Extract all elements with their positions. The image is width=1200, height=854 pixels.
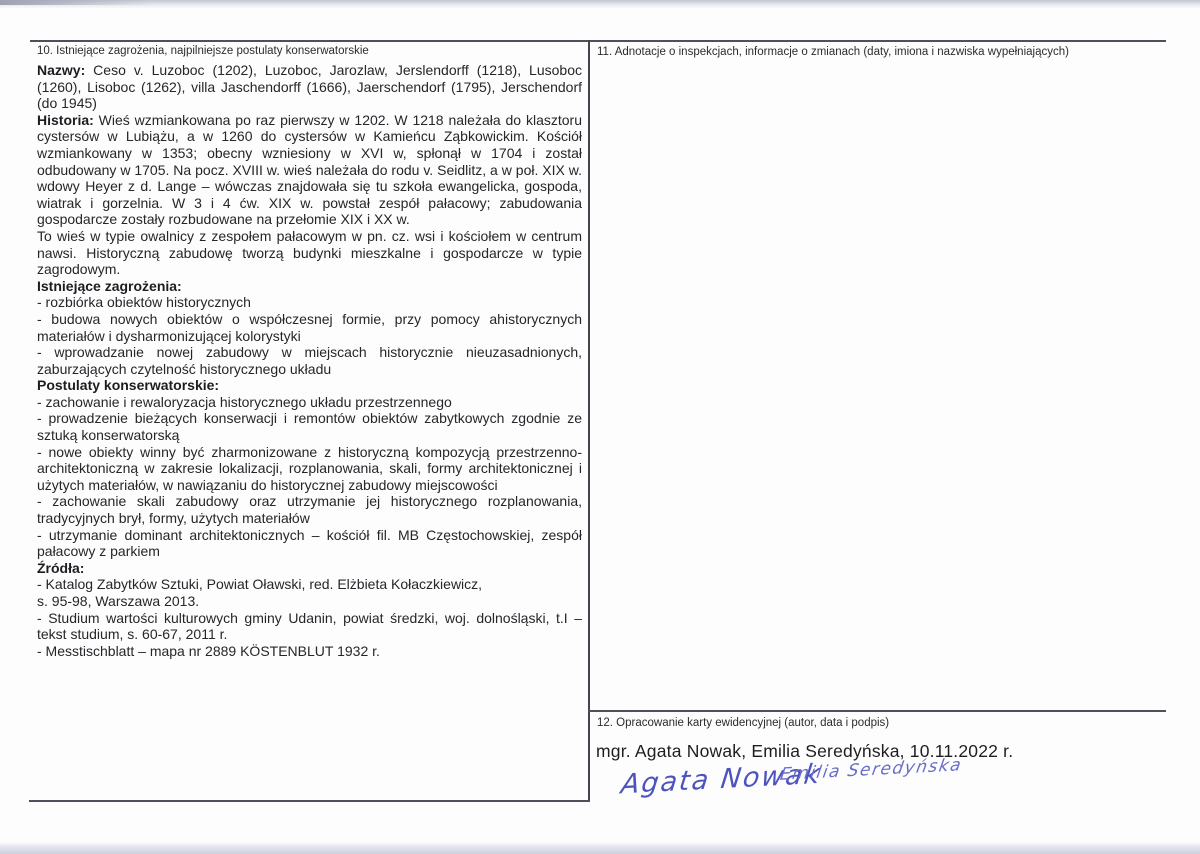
scan-artifact-top-corner	[0, 0, 150, 5]
names-lead: Nazwy:	[37, 62, 86, 78]
names-paragraph	[37, 62, 582, 112]
postulate-item: - utrzymanie dominant architektonicznych – kościół fil. MB Częstochowskiej, zespół pałacowy z parkiem	[37, 526, 582, 560]
section-10-bottom-rule	[29, 800, 590, 802]
postulate-item: - zachowanie i rewaloryzacja historycznego układu przestrzennego	[37, 393, 452, 410]
history-paragraph	[37, 112, 582, 228]
scan-artifact-bottom	[0, 842, 1200, 854]
postulate-item: - zachowanie skali zabudowy oraz utrzymanie jej historycznego rozplanowania, tradycyjnych brył, formy, użytych materiałów	[37, 493, 582, 527]
source-item: - Studium wartości kulturowych gminy Udanin, powiat średzki, woj. dolnośląski, t.I – tekst studium, s. 60-67, 2011 r.	[37, 609, 582, 643]
threat-item: - wprowadzanie nowej zabudowy w miejscach historycznie nieuzasadnionych, zaburzających czytelność historycznego układu	[37, 344, 582, 377]
section-10-label: 10. Istniejące zagrożenia, najpilniejsze postulaty konserwatorskie	[37, 45, 369, 57]
section-12-top-rule	[588, 710, 1166, 712]
source-item: - Katalog Zabytków Sztuki, Powiat Oławski, red. Elżbieta Kołaczkiewicz,	[37, 576, 483, 593]
threat-item: - rozbiórka obiektów historycznych	[37, 294, 251, 311]
threats-heading: Istniejące zagrożenia:	[37, 277, 182, 294]
section-10-body	[37, 62, 582, 659]
village-description-paragraph: To wieś w typie owalnicy z zespołem pałacowym w pn. cz. wsi i kościołem w centrum nawsi. Historyczną zabudowę tworzą budynki mieszkalne i gospodarcze w typie zagrodowym.	[37, 227, 582, 278]
signature-agata-nowak: Agata Nowak	[619, 758, 824, 801]
signature-emilia-seredynska: Emilia Seredyńska	[778, 755, 964, 785]
scan-artifact-top	[0, 0, 1200, 9]
threat-item: - budowa nowych obiektów o współczesnej formie, przy pomocy ahistorycznych materiałów i dysharmonizującej kolorystyki	[37, 310, 582, 344]
history-lead: Historia:	[37, 111, 94, 128]
postulate-item: - prowadzenie bieżących konserwacji i remontów obiektów zabytkowych zgodnie ze sztuką konserwatorską	[37, 410, 582, 444]
sources-heading: Źródła:	[37, 559, 85, 576]
section-11-label: 11. Adnotacje o inspekcjach, informacje o zmianach (daty, imiona i nazwiska wypełniających)	[597, 46, 1069, 58]
column-divider-rule	[588, 40, 590, 802]
table-top-rule	[30, 40, 1166, 42]
source-item: - Messtischblatt – mapa nr 2889 KÖSTENBLUT 1932 r.	[37, 642, 380, 659]
authors-line: mgr. Agata Nowak, Emilia Seredyńska, 10.11.2022 r.	[596, 741, 1014, 761]
section-12-label: 12. Opracowanie karty ewidencyjnej (autor, data i podpis)	[597, 717, 890, 729]
postulate-item: - nowe obiekty winny być zharmonizowane z historyczną kompozycją przestrzenno-architektoniczną w zakresie lokalizacji, rozplanowania, skali, formy architektonicznej i użytych materiałów, w nawiązaniu do historycznej zabudowy miejscowości	[37, 443, 582, 493]
section-10	[37, 45, 582, 659]
names-text: Ceso v. Luzoboc (1202), Luzoboc, Jarozlaw, Jerslendorff (1218), Lusoboc (1260), Lisoboc (1262), villa Jaschendorff (1666), Jaerschendorf (1795), Jerschendorf (do 1945)	[37, 62, 582, 112]
history-text: Wieś wzmiankowana po raz pierwszy w 1202. W 1218 należała do klasztoru cystersów w Lubiążu, a w 1260 do cystersów w Kamieńcu Ząbkowickim. Kościół wzmiankowany w 1353; obecny wzniesiony w XVI w, spłonął w 1704 i został odbudowany w 1705. Na pocz. XVIII w. wieś należała do rodu v. Seidlitz, a w poł. XIX w. wdowy Heyer z d. Lange – wówczas znajdowała się tu szkoła ewangelicka, gospoda, wiatrak i gorzelnia. W 3 i 4 ćw. XIX w. powstał zespół pałacowy; zabudowania gospodarcze zostały rozbudowane na przełomie XIX i XX w.	[37, 111, 582, 228]
postulates-heading: Postulaty konserwatorskie:	[37, 377, 220, 394]
source-item: s. 95-98, Warszawa 2013.	[37, 593, 200, 609]
